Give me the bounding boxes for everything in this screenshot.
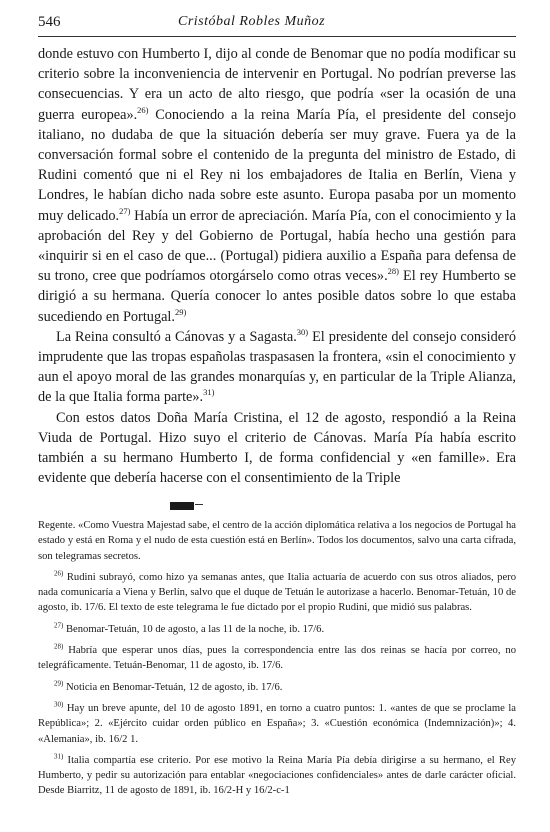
footnote-29 (38, 680, 516, 695)
footnote-26-text: Rudini subrayó, como hizo ya semanas antes, que Italia actuaría de acuerdo con sus otros aliados, pero nada comunicaría a Viena y Berlín, salvo que el duque de Tetuán le autorizase a hacerlo. Benomar-Tetuán, 10 de agosto, ib. 17/6. El texto de este telegrama le fue dictado por el propio Rudini, que midió sus palabras. (38, 571, 516, 614)
footnote-28-number: 28) (54, 642, 64, 651)
note-ref-30: 30) (296, 327, 309, 338)
footnote-30-text: Hay un breve apunte, del 10 de agosto 1891, en torno a cuatro puntos: 1. «antes de que se proclame la República»; 2. «Ejército cuidar orden público en España»; 3. «Cuestión económica (Indemnización)»; 4. «Alemania», ib. 16/2 1. (38, 702, 516, 745)
footnote-29-text: Noticia en Benomar-Tetuán, 12 de agosto, ib. 17/6. (63, 681, 283, 693)
note-ref-27: 27) (119, 205, 131, 216)
footnote-30 (38, 701, 516, 747)
note-ref-31: 31) (203, 387, 215, 398)
paragraph-1-text-4: El rey Humberto se dirigió a su hermana. Quería conocer lo antes posible datos sobre lo que estaba sucediendo en Portugal. (38, 268, 516, 325)
footnote-31-number: 31) (54, 752, 64, 761)
book-page (38, 10, 516, 797)
note-ref-29: 29) (174, 306, 187, 317)
paragraph-3-text-1: Con estos datos Doña María Cristina, el 12 de agosto, respondió a la Reina Viuda de Portugal. Hizo suyo el criterio de Cánovas. María Pía había escrito también a su hermano Humberto I, de forma confidencial y «en famille». Era evidente que debería hacerse con el consentimiento de la Triple (38, 409, 516, 487)
paragraph-2-text-2: El presidente del consejo consideró imprudente que las tropas españolas traspasasen la frontera, «sin el conocimiento y aun el apoyo moral de las grandes monarquías y, en particular de la Triple Alianza, de la que Italia forma parte». (38, 328, 516, 406)
note-ref-28: 28) (387, 266, 399, 277)
header-rule (38, 36, 516, 37)
footnotes (38, 518, 516, 805)
paragraph-2 (38, 327, 516, 408)
footnote-26-number: 26) (54, 569, 64, 578)
footnote-continued (38, 518, 516, 564)
footnote-28-text: Habría que esperar unos días, pues la correspondencia entre las dos reinas se hacía por correo, no telegráficamente. Tetuán-Benomar, 11 de agosto, ib. 17/6. (38, 645, 516, 672)
footnote-28 (38, 643, 516, 674)
footnote-separator (170, 502, 194, 510)
footnote-29-number: 29) (54, 679, 64, 688)
page-number: 546 (38, 14, 61, 30)
page-header (38, 10, 516, 34)
footnote-26 (38, 570, 516, 616)
paragraph-1 (38, 44, 516, 327)
footnote-27-text: Benomar-Tetuán, 10 de agosto, a las 11 de la noche, ib. 17/6. (63, 623, 325, 635)
paragraph-1-text-2: Conociendo a la reina María Pía, el presidente del consejo italiano, no dudaba de que la situación debería ser muy grave. Fuera ya de la conversación formal sobre el contenido de la pregunta del ministro de Estado, di Rudini comentó que ni el Rey ni los embajadores de Italia en Berlín, Viena y Londres, le habían dicho nada sobre este asunto. Europa pasaba por un momento muy delicado. (38, 106, 516, 224)
footnote-31 (38, 753, 516, 799)
footnote-27-number: 27) (54, 621, 64, 630)
footnote-27 (38, 622, 516, 637)
paragraph-3 (38, 408, 516, 489)
running-head: Cristóbal Robles Muñoz (178, 14, 326, 29)
footnote-31-text: Italia compartía ese criterio. Por ese motivo la Reina María Pía debía dirigirse a su hermano, el Rey Humberto, y pedir su autorización para entablar «negociaciones confidenciales» antes de darle carácter oficial. Desde Biarritz, 11 de agosto de 1891, ib. 16/2-H y 16/2-c-1 (38, 754, 516, 797)
footnote-continued-text: Regente. «Como Vuestra Majestad sabe, el centro de la acción diplomática relativa a los negocios de Portugal ha estado y está en Roma y el nudo de esta cuestión está en Berlín». Todos los documentos, salvo una carta cifrada, son telegramas secretos. (38, 520, 516, 562)
paragraph-1-text-1: donde estuvo con Humberto I, dijo al conde de Benomar que no podía modificar su criterio sobre la inconveniencia de intervenir en Portugal. No podrían preverse las consecuencias. Y era un acto de alto riesgo, que podría «ser la ocasión de una guerra europea». (38, 46, 516, 123)
paragraph-2-text-1: La Reina consultó a Cánovas y a Sagasta. (56, 328, 297, 345)
paragraph-1-text-3: Había un error de apreciación. María Pía, con el conocimiento y la aprobación del Rey y del Gobierno de Portugal, había hecho una gestión para «inquirir si en el caso de que... (Portugal) pidiera auxilio a España para defensa de su trono, cree que podríamos otorgárselo como otras veces». (38, 207, 516, 285)
note-ref-26: 26) (137, 104, 149, 115)
footnote-separator-tail (195, 504, 203, 505)
footnote-30-number: 30) (54, 700, 64, 709)
body-text (38, 44, 516, 488)
